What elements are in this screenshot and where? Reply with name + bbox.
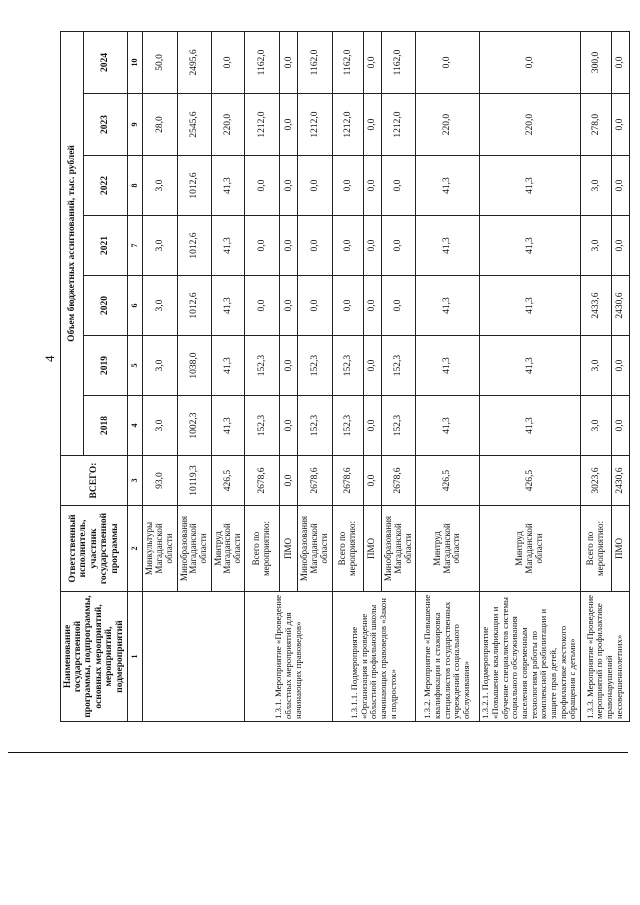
program-name-cell — [143, 592, 245, 722]
year-value-cell: 0,0 — [245, 216, 280, 276]
total-cell: 3023,6 — [581, 456, 612, 506]
year-value-cell: 0,0 — [298, 276, 333, 336]
year-value-cell: 0,0 — [363, 216, 381, 276]
column-index: 2 — [127, 506, 142, 592]
budget-table-rotated — [60, 32, 630, 722]
year-value-cell: 41,3 — [479, 216, 580, 276]
year-value-cell: 1012,6 — [177, 156, 212, 216]
header-year: 2018 — [84, 396, 128, 456]
year-value-cell: 0,0 — [416, 31, 479, 93]
year-value-cell: 0,0 — [332, 216, 363, 276]
executor-cell: Минтруд Магаданской области — [479, 506, 580, 592]
year-value-cell: 0,0 — [381, 276, 416, 336]
page-number: 4 — [42, 355, 57, 362]
executor-cell: Минтруд Магаданской области — [212, 506, 245, 592]
year-value-cell: 1212,0 — [381, 94, 416, 156]
year-value-cell: 3,0 — [581, 336, 612, 396]
year-value-cell: 1012,6 — [177, 276, 212, 336]
year-value-cell: 300,0 — [581, 31, 612, 93]
program-name-cell: 1.3.3. Мероприятие «Проведение мероприятий по профилактике правонарушений несовершеннолетних» — [581, 592, 630, 722]
year-value-cell: 0,0 — [298, 216, 333, 276]
executor-cell: Минобразования Магаданской области — [177, 506, 212, 592]
year-value-cell: 1212,0 — [245, 94, 280, 156]
year-value-cell: 0,0 — [280, 396, 298, 456]
year-value-cell: 3,0 — [143, 336, 178, 396]
year-value-cell: 0,0 — [611, 336, 629, 396]
column-index: 1 — [127, 592, 142, 722]
year-value-cell: 28,0 — [143, 94, 178, 156]
executor-cell: ПМО — [363, 506, 381, 592]
executor-cell: Минтруд Магаданской области — [416, 506, 479, 592]
table-row — [416, 31, 479, 721]
header-year: 2019 — [84, 336, 128, 396]
column-index: 10 — [127, 31, 142, 93]
year-value-cell: 0,0 — [245, 276, 280, 336]
year-value-cell: 3,0 — [143, 156, 178, 216]
year-value-cell: 0,0 — [245, 156, 280, 216]
total-cell: 10119,3 — [177, 456, 212, 506]
header-executor: Ответственный исполнитель, участник государственной программы — [61, 506, 128, 592]
executor-cell: Всего по мероприятию: — [332, 506, 363, 592]
year-value-cell: 3,0 — [581, 216, 612, 276]
year-value-cell: 2433,6 — [581, 276, 612, 336]
executor-cell: Минобразования Магаданской области — [298, 506, 333, 592]
year-value-cell: 41,3 — [479, 156, 580, 216]
total-cell: 0,0 — [363, 456, 381, 506]
column-index: 9 — [127, 94, 142, 156]
header-year: 2022 — [84, 156, 128, 216]
year-value-cell: 0,0 — [381, 156, 416, 216]
total-cell: 2678,6 — [381, 456, 416, 506]
year-value-cell: 41,3 — [416, 396, 479, 456]
year-value-cell: 152,3 — [332, 396, 363, 456]
year-value-cell: 152,3 — [245, 396, 280, 456]
year-value-cell: 1212,0 — [298, 94, 333, 156]
year-value-cell: 220,0 — [479, 94, 580, 156]
year-value-cell: 0,0 — [381, 216, 416, 276]
total-cell: 2430,6 — [611, 456, 629, 506]
year-value-cell: 41,3 — [212, 216, 245, 276]
year-value-cell: 0,0 — [363, 156, 381, 216]
column-index: 6 — [127, 276, 142, 336]
year-value-cell: 41,3 — [479, 276, 580, 336]
year-value-cell: 3,0 — [143, 276, 178, 336]
header-year: 2020 — [84, 276, 128, 336]
year-value-cell: 0,0 — [363, 396, 381, 456]
year-value-cell: 152,3 — [332, 336, 363, 396]
total-cell: 426,5 — [479, 456, 580, 506]
year-value-cell: 152,3 — [298, 396, 333, 456]
year-value-cell: 3,0 — [581, 396, 612, 456]
year-value-cell: 3,0 — [581, 156, 612, 216]
column-index: 8 — [127, 156, 142, 216]
executor-cell: ПМО — [611, 506, 629, 592]
header-total: ВСЕГО: — [61, 456, 128, 506]
year-value-cell: 0,0 — [363, 31, 381, 93]
year-value-cell: 152,3 — [245, 336, 280, 396]
program-name-cell: 1.3.2.1. Подмероприятие «Повышение квалификации и обучение специалистов системы социального обслуживания населения современным технологиям работы по комплексной реабилитации и защите прав детей, профилактике жестокого обращения с детьми» — [479, 592, 580, 722]
year-value-cell: 41,3 — [212, 396, 245, 456]
year-value-cell: 41,3 — [479, 396, 580, 456]
year-value-cell: 220,0 — [212, 94, 245, 156]
year-value-cell: 0,0 — [611, 94, 629, 156]
year-value-cell: 3,0 — [143, 216, 178, 276]
year-value-cell: 152,3 — [298, 336, 333, 396]
table-row — [581, 31, 612, 721]
year-value-cell: 0,0 — [363, 94, 381, 156]
year-value-cell: 0,0 — [611, 396, 629, 456]
header-year: 2021 — [84, 216, 128, 276]
year-value-cell: 0,0 — [280, 216, 298, 276]
year-value-cell: 0,0 — [332, 276, 363, 336]
table-row — [332, 31, 363, 721]
year-value-cell: 1012,6 — [177, 216, 212, 276]
year-value-cell: 1162,0 — [298, 31, 333, 93]
year-value-cell: 0,0 — [212, 31, 245, 93]
year-value-cell: 3,0 — [143, 396, 178, 456]
year-value-cell: 41,3 — [416, 336, 479, 396]
executor-cell: Всего по мероприятию: — [245, 506, 280, 592]
executor-cell: Минкультуры Магаданской области — [143, 506, 178, 592]
column-index: 3 — [127, 456, 142, 506]
header-name: Наименование государственной программы, подпрограммы, основных мероприятий, мероприятий, подмероприятий — [61, 592, 128, 722]
year-value-cell: 41,3 — [212, 156, 245, 216]
year-value-cell: 1162,0 — [332, 31, 363, 93]
year-value-cell: 1162,0 — [381, 31, 416, 93]
year-value-cell: 0,0 — [280, 156, 298, 216]
bottom-rule — [8, 752, 628, 753]
year-value-cell: 1212,0 — [332, 94, 363, 156]
total-cell: 426,5 — [212, 456, 245, 506]
total-cell: 2678,6 — [298, 456, 333, 506]
header-row-1 — [61, 31, 84, 721]
year-value-cell: 41,3 — [416, 276, 479, 336]
column-index: 7 — [127, 216, 142, 276]
executor-cell: Минобразования Магаданской области — [381, 506, 416, 592]
program-name-cell: 1.3.1.1. Подмероприятие «Организация и проведение областной профильной школы начинающих правоведов «Закон и подросток» — [332, 592, 415, 722]
year-value-cell: 2545,6 — [177, 94, 212, 156]
total-cell: 426,5 — [416, 456, 479, 506]
year-value-cell: 50,0 — [143, 31, 178, 93]
year-value-cell: 1002,3 — [177, 396, 212, 456]
year-value-cell: 0,0 — [611, 156, 629, 216]
header-budget-group: Объем бюджетных ассигнований, тыс. рублей — [61, 31, 84, 455]
year-value-cell: 41,3 — [416, 156, 479, 216]
year-value-cell: 278,0 — [581, 94, 612, 156]
year-value-cell: 41,3 — [212, 276, 245, 336]
year-value-cell: 0,0 — [280, 336, 298, 396]
column-index: 4 — [127, 396, 142, 456]
year-value-cell: 0,0 — [280, 94, 298, 156]
header-year: 2023 — [84, 94, 128, 156]
year-value-cell: 0,0 — [363, 336, 381, 396]
year-value-cell: 220,0 — [416, 94, 479, 156]
year-value-cell: 152,3 — [381, 336, 416, 396]
budget-table — [60, 31, 630, 722]
program-name-cell: 1.3.2. Мероприятие «Повышение квалификации и стажировка специалистов государственных учреждений социального обслуживания» — [416, 592, 479, 722]
year-value-cell: 41,3 — [416, 216, 479, 276]
year-value-cell: 0,0 — [280, 31, 298, 93]
table-row — [143, 31, 178, 721]
total-cell: 0,0 — [280, 456, 298, 506]
table-row — [479, 31, 580, 721]
table-row — [245, 31, 280, 721]
year-value-cell: 1038,0 — [177, 336, 212, 396]
total-cell: 93,0 — [143, 456, 178, 506]
total-cell: 2678,6 — [245, 456, 280, 506]
year-value-cell: 0,0 — [479, 31, 580, 93]
year-value-cell: 2495,6 — [177, 31, 212, 93]
year-value-cell: 0,0 — [280, 276, 298, 336]
year-value-cell: 41,3 — [212, 336, 245, 396]
column-index: 5 — [127, 336, 142, 396]
year-value-cell: 0,0 — [611, 216, 629, 276]
year-value-cell: 0,0 — [332, 156, 363, 216]
year-value-cell: 0,0 — [363, 276, 381, 336]
program-name-cell: 1.3.1. Мероприятие «Проведение областных мероприятий для начинающих правоведов» — [245, 592, 333, 722]
header-year: 2024 — [84, 31, 128, 93]
year-value-cell: 2430,6 — [611, 276, 629, 336]
column-index-row — [127, 31, 142, 721]
total-cell: 2678,6 — [332, 456, 363, 506]
year-value-cell: 1162,0 — [245, 31, 280, 93]
executor-cell: ПМО — [280, 506, 298, 592]
year-value-cell: 0,0 — [298, 156, 333, 216]
year-value-cell: 0,0 — [611, 31, 629, 93]
year-value-cell: 41,3 — [479, 336, 580, 396]
year-value-cell: 152,3 — [381, 396, 416, 456]
executor-cell: Всего по мероприятию: — [581, 506, 612, 592]
